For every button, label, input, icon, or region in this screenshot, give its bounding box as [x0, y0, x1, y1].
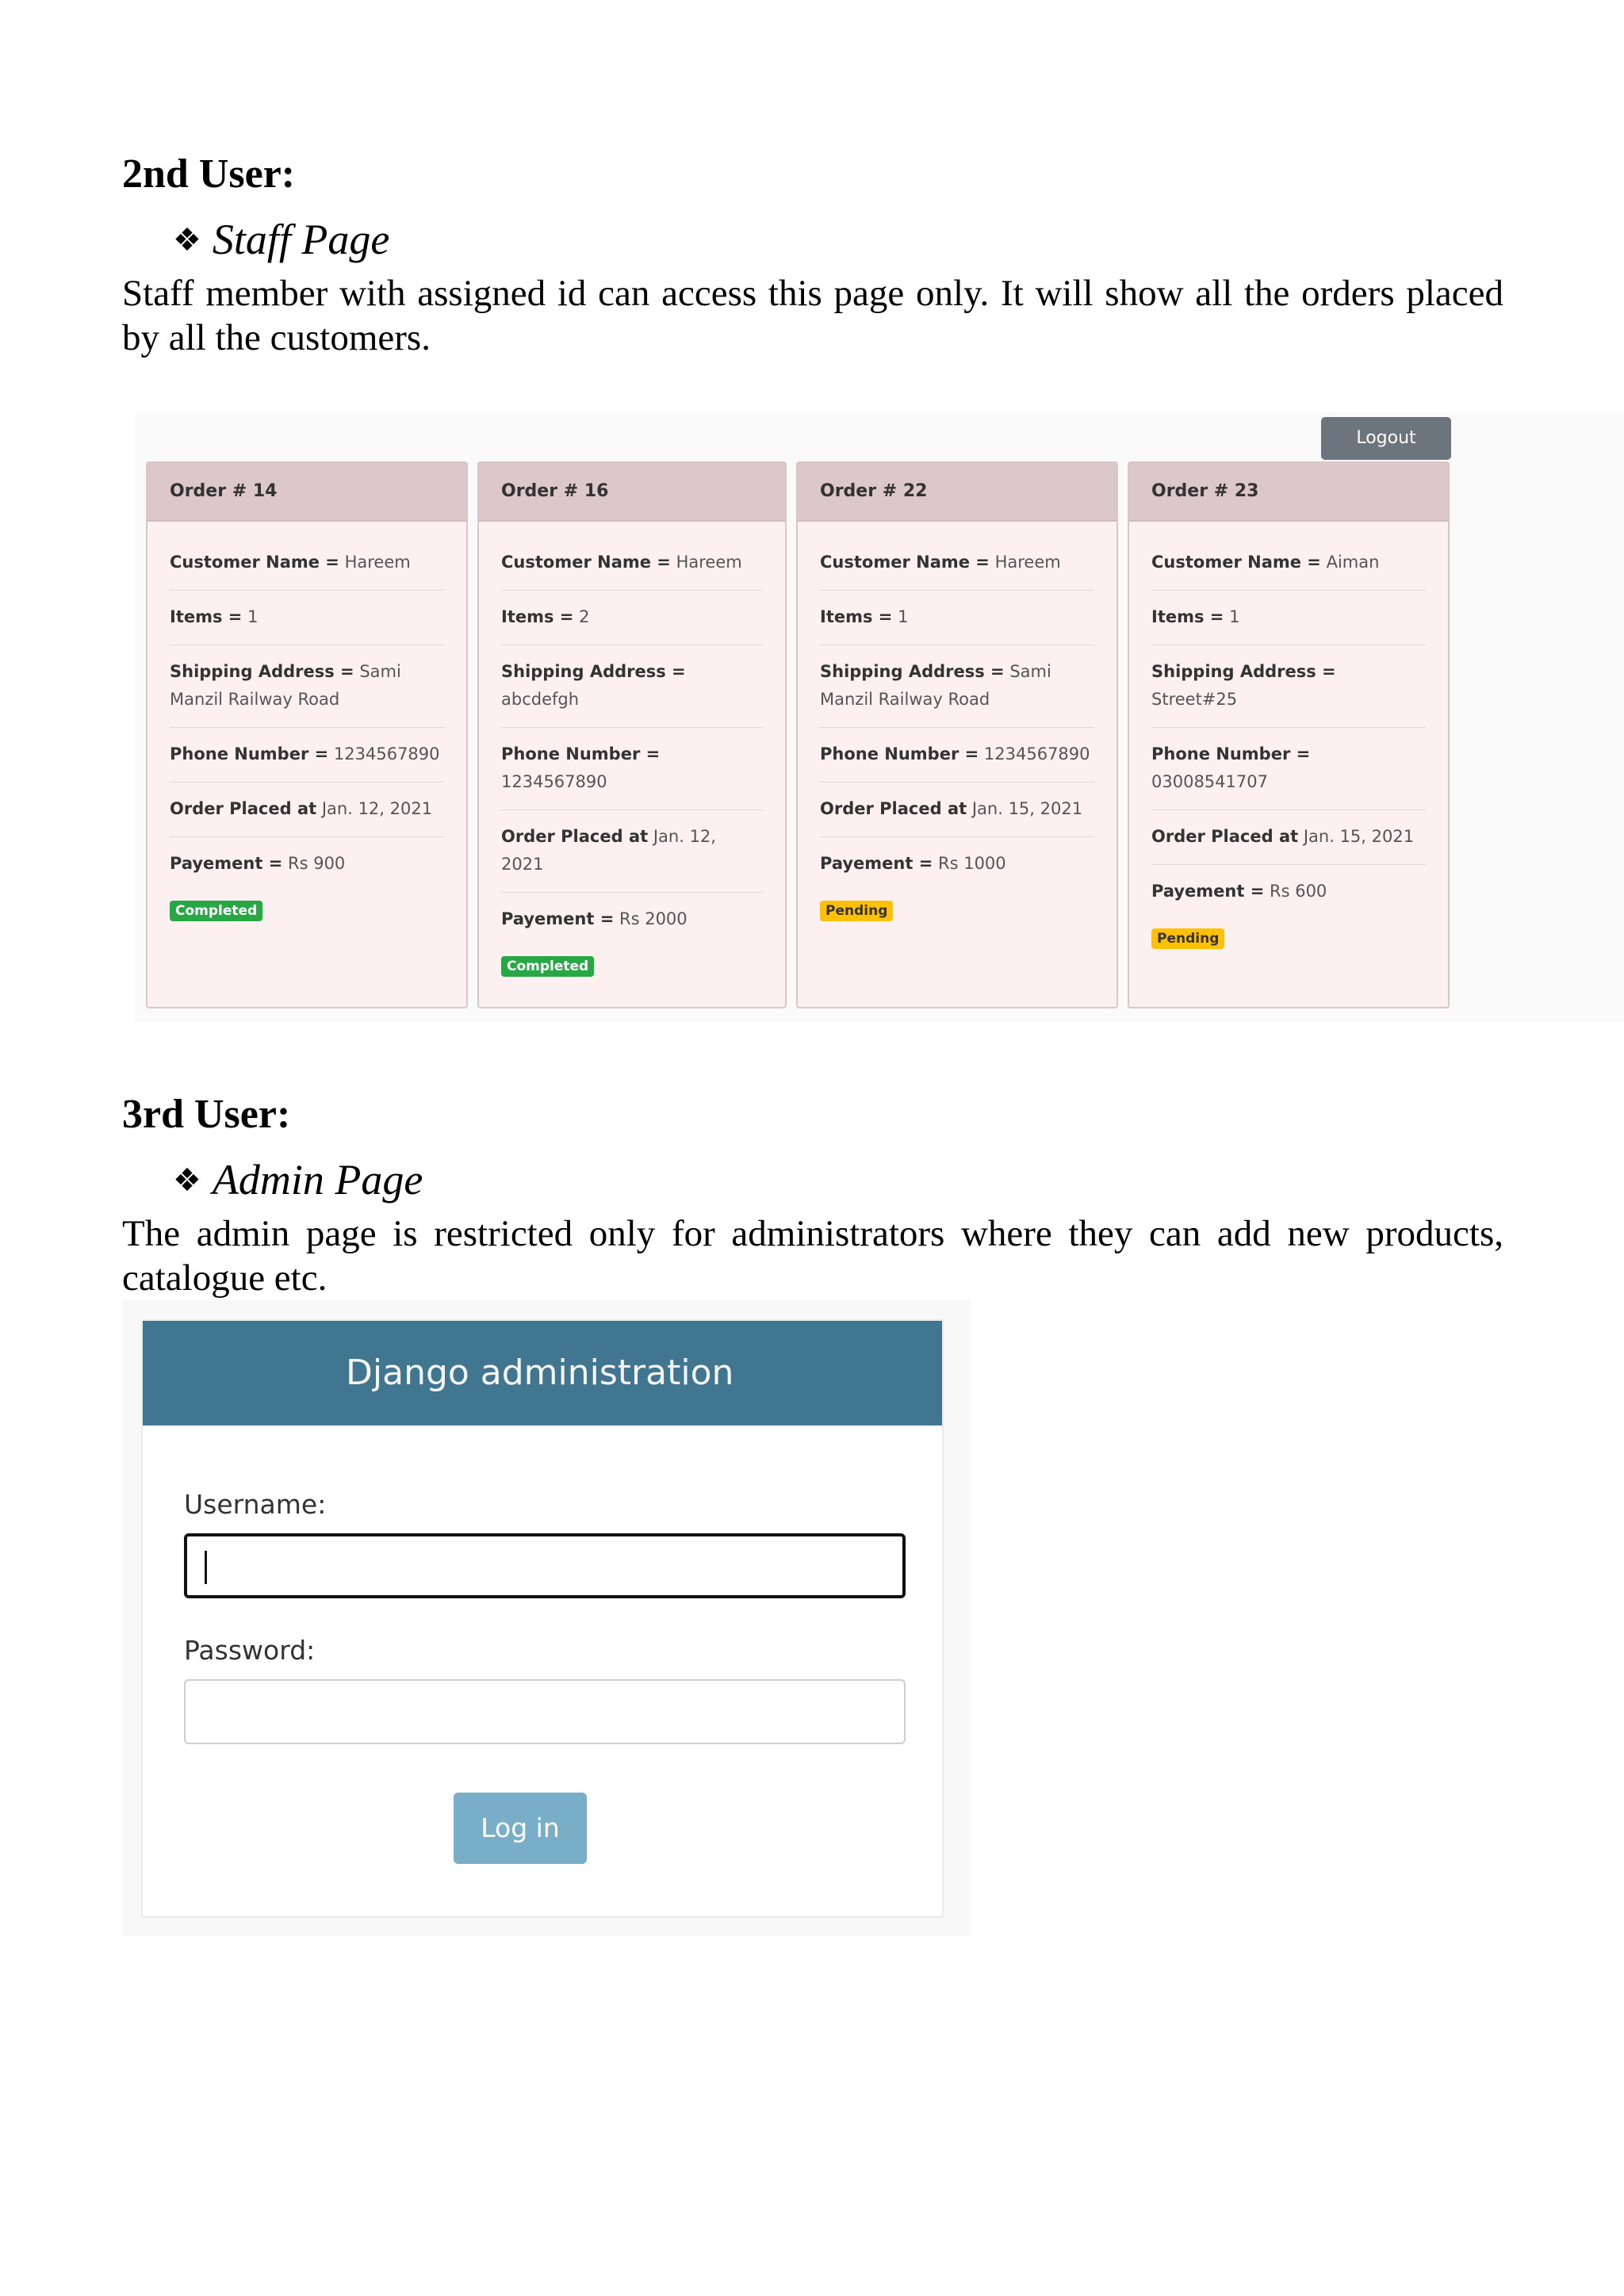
order-field-items: Items = 1	[1151, 591, 1426, 645]
order-field-phone: Phone Number = 1234567890	[501, 728, 763, 810]
order-field-date: Order Placed at Jan. 12, 2021	[170, 783, 444, 837]
bullet-label: Staff Page	[212, 216, 390, 263]
order-title: Order # 16	[479, 463, 785, 522]
bullet-label: Admin Page	[212, 1156, 423, 1203]
order-title: Order # 23	[1129, 463, 1448, 522]
order-field-address: Shipping Address = Sami Manzil Railway Road	[170, 645, 444, 728]
logout-button[interactable]: Logout	[1321, 417, 1451, 460]
bullet-admin-page	[173, 1154, 423, 1206]
order-field-payment: Payement = Rs 900	[170, 854, 346, 873]
bullet-staff-page	[173, 214, 389, 266]
username-label: Username:	[184, 1489, 327, 1520]
order-field-items: Items = 2	[501, 591, 763, 645]
password-label: Password:	[184, 1635, 316, 1666]
section-description-admin: The admin page is restricted only for administrators where they can add new products, catalogue etc.	[122, 1213, 1503, 1299]
order-card	[146, 461, 468, 1008]
status-badge: Pending	[1151, 928, 1224, 949]
order-title: Order # 14	[147, 463, 466, 522]
password-input[interactable]	[184, 1679, 906, 1744]
order-field-phone: Phone Number = 03008541707	[1151, 728, 1426, 810]
order-field-phone: Phone Number = 1234567890	[170, 728, 444, 783]
order-field-date: Order Placed at Jan. 12, 2021	[501, 810, 763, 893]
order-field-date: Order Placed at Jan. 15, 2021	[1151, 810, 1426, 865]
username-input[interactable]	[184, 1533, 906, 1598]
section-description-staff: Staff member with assigned id can access this page only. It will show all the orders placed by all the customers.	[122, 273, 1503, 358]
order-title: Order # 22	[798, 463, 1116, 522]
login-button[interactable]: Log in	[454, 1793, 587, 1864]
staff-page-screenshot	[135, 412, 1624, 1023]
status-badge: Completed	[170, 901, 262, 921]
admin-login-screenshot	[122, 1300, 971, 1936]
order-field-date: Order Placed at Jan. 15, 2021	[820, 783, 1094, 837]
status-badge: Pending	[820, 901, 893, 921]
order-field-items: Items = 1	[820, 591, 1094, 645]
order-field-customer: Customer Name = Aiman	[1151, 536, 1426, 591]
order-field-address: Shipping Address = Street#25	[1151, 645, 1426, 728]
order-field-items: Items = 1	[170, 591, 444, 645]
text-cursor	[205, 1551, 207, 1584]
order-card	[477, 461, 787, 1008]
admin-title: Django administration	[346, 1353, 734, 1393]
order-field-payment: Payement = Rs 1000	[820, 854, 1006, 873]
order-field-payment: Payement = Rs 600	[1151, 882, 1327, 901]
status-badge: Completed	[501, 956, 594, 977]
login-panel	[141, 1319, 944, 1918]
order-card	[1128, 461, 1450, 1008]
order-field-customer: Customer Name = Hareem	[820, 536, 1094, 591]
order-card	[796, 461, 1118, 1008]
section-heading-admin: 3rd User:	[122, 1092, 291, 1137]
order-field-phone: Phone Number = 1234567890	[820, 728, 1094, 783]
order-field-address: Shipping Address = abcdefgh	[501, 645, 763, 728]
order-field-customer: Customer Name = Hareem	[501, 536, 763, 591]
diamond-bullet-icon: ❖	[173, 1162, 201, 1199]
order-field-customer: Customer Name = Hareem	[170, 536, 444, 591]
order-field-payment: Payement = Rs 2000	[501, 909, 688, 928]
order-field-address: Shipping Address = Sami Manzil Railway Road	[820, 645, 1094, 728]
section-heading-staff: 2nd User:	[122, 151, 296, 197]
admin-header	[143, 1321, 942, 1425]
diamond-bullet-icon: ❖	[173, 222, 201, 258]
